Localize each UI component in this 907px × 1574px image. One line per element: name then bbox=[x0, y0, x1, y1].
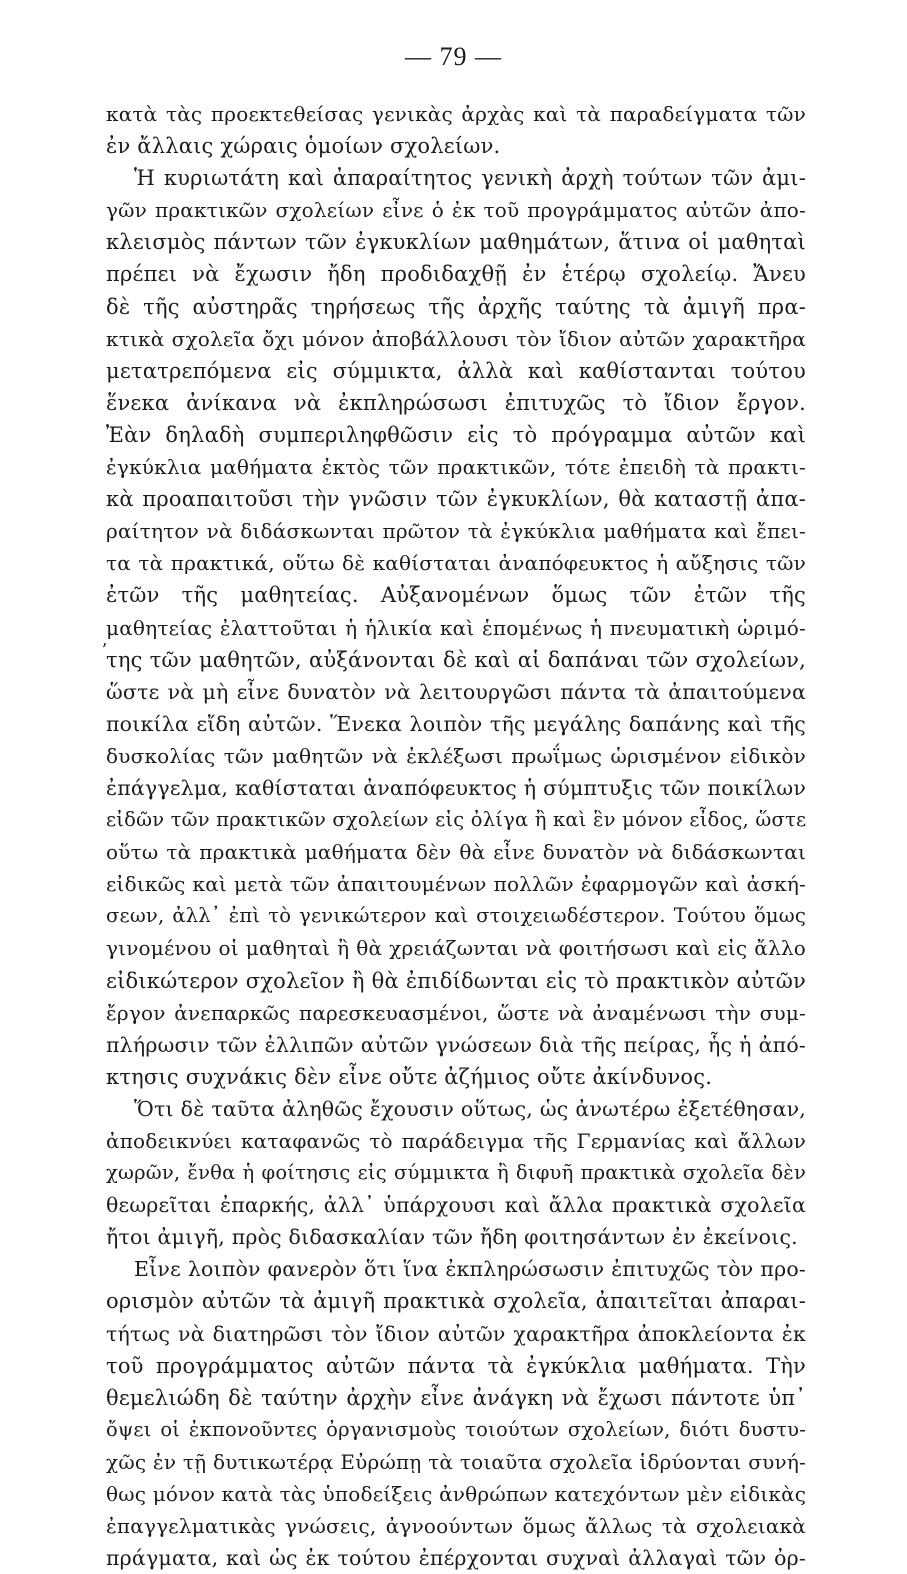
text-line: εἰδῶν τῶν πρακτικῶν σχολείων εἰς ὀλίγα ἢ καὶ ἓν μόνον εἶδος, ὥστε bbox=[106, 808, 807, 832]
text-line: μετατρεπόμενα εἰς σύμμικτα, ἀλλὰ καὶ καθίστανται τούτου bbox=[106, 358, 806, 383]
text-line: ἤτοι ἀμιγῆ, πρὸς διδασκαλίαν τῶν ἤδη φοιτησάντων ἐν ἐκείνοις. bbox=[106, 1225, 798, 1250]
text-line: Ἐὰν δηλαδὴ συμπεριληφθῶσιν εἰς τὸ πρόγραμμα αὐτῶν καὶ bbox=[106, 422, 806, 447]
body-text bbox=[106, 98, 806, 1574]
text-line: Ἡ κυριωτάτη καὶ ἀπαραίτητος γενικὴ ἀρχὴ τούτων τῶν ἀμι- bbox=[134, 166, 806, 191]
text-line: ἀποδεικνύει καταφανῶς τὸ παράδειγμα τῆς Γερμανίας καὶ ἄλλων bbox=[106, 1129, 806, 1153]
text-line: τα τὰ πρακτικά, οὕτω δὲ καθίσταται ἀναπόφευκτος ἡ αὔξησις τῶν bbox=[106, 551, 806, 576]
page-number: — 79 — bbox=[405, 42, 502, 71]
text-line: ἐγκύκλια μαθήματα ἐκτὸς τῶν πρακτικῶν, τότε ἐπειδὴ τὰ πρακτι- bbox=[106, 455, 806, 480]
text-line: Ὅτι δὲ ταῦτα ἀληθῶς ἔχουσιν οὕτως, ὡς ἀνωτέρω ἐξετέθησαν, bbox=[134, 1096, 806, 1121]
text-line: οὕτω τὰ πρακτικὰ μαθήματα δὲν θὰ εἶνε δυνατὸν νὰ διδάσκωνται bbox=[106, 840, 806, 865]
text-line: ἐν ἄλλαις χώραις ὁμοίων σχολείων. bbox=[106, 134, 501, 159]
text-line: κτησις συχνάκις δὲν εἶνε οὔτε ἀζήμιος οὔτε ἀκίνδυνος. bbox=[106, 1064, 713, 1089]
text-line: τοῦ προγράμματος αὐτῶν πάντα τὰ ἐγκύκλια μαθήματα. Τὴν bbox=[106, 1353, 806, 1378]
text-line: θως μόνον κατὰ τὰς ὑποδείξεις ἀνθρώπων κατεχόντων μὲν εἰδικὰς bbox=[106, 1482, 807, 1507]
text-line: εἰδικώτερον σχολεῖον ἢ θὰ ἐπιδίδωνται εἰς τὸ πρακτικὸν αὐτῶν bbox=[106, 968, 806, 993]
text-line: ὥστε νὰ μὴ εἶνε δυνατὸν νὰ λειτουργῶσι πάντα τὰ ἀπαιτούμενα bbox=[106, 679, 806, 704]
text-line: χῶς ἐν τῇ δυτικωτέρᾳ Εὐρώπῃ τὰ τοιαῦτα σχολεῖα ἱδρύονται συνή- bbox=[106, 1449, 806, 1474]
text-line: πλήρωσιν τῶν ἐλλιπῶν αὐτῶν γνώσεων διὰ τῆς πείρας, ἧς ἡ ἀπό- bbox=[106, 1032, 806, 1057]
text-line: κλεισμὸς πάντων τῶν ἐγκυκλίων μαθημάτων, ἅτινα οἱ μαθηταὶ bbox=[106, 230, 806, 255]
margin-mark: ʼ bbox=[101, 640, 107, 661]
text-line: ἕνεκα ἀνίκανα νὰ ἐκπληρώσωσι ἐπιτυχῶς τὸ ἴδιον ἔργον. bbox=[106, 390, 806, 415]
text-line: ορισμὸν αὐτῶν τὰ ἀμιγῆ πρακτικὰ σχολεῖα, ἀπαιτεῖται ἀπαραι- bbox=[106, 1289, 806, 1314]
text-line: σεων, ἀλλ᾽ ἐπὶ τὸ γενικώτερον καὶ στοιχειωδέστερον. Τούτου ὅμως bbox=[106, 904, 806, 928]
text-line: Εἶνε λοιπὸν φανερὸν ὅτι ἵνα ἐκπληρώσωσιν ἐπιτυχῶς τὸν προ- bbox=[134, 1257, 806, 1282]
text-line: γῶν πρακτικῶν σχολείων εἶνε ὁ ἐκ τοῦ προγράμματος αὐτῶν ἀπο- bbox=[106, 198, 806, 223]
text-line: ἐπάγγελμα, καθίσταται ἀναπόφευκτος ἡ σύμπτυξις τῶν ποικίλων bbox=[106, 775, 806, 800]
text-line: ἔργον ἀνεπαρκῶς παρεσκευασμένοι, ὥστε νὰ ἀναμένωσι τὴν συμ- bbox=[106, 1000, 806, 1025]
text-line: πράγματα, καὶ ὡς ἐκ τούτου ἐπέρχονται συχναὶ ἀλλαγαὶ τῶν ὀρ- bbox=[106, 1546, 806, 1571]
text-line: θεωρεῖται ἐπαρκής, ἀλλ᾽ ὑπάρχουσι καὶ ἄλλα πρακτικὰ σχολεῖα bbox=[106, 1193, 806, 1218]
text-line: πρέπει νὰ ἔχωσιν ἤδη προδιδαχθῇ ἐν ἑτέρῳ σχολείῳ. Ἄνευ bbox=[106, 262, 806, 287]
text-line: κτικὰ σχολεῖα ὄχι μόνον ἀποβάλλουσι τὸν ἴδιον αὐτῶν χαρακτῆρα bbox=[106, 326, 806, 351]
text-line: της τῶν μαθητῶν, αὐξάνονται δὲ καὶ αἱ δαπάναι τῶν σχολείων, bbox=[106, 647, 806, 672]
text-line: δυσκολίας τῶν μαθητῶν νὰ ἐκλέξωσι πρωΐμως ὡρισμένον εἰδικὸν bbox=[106, 743, 806, 768]
text-line: μαθητείας ἐλαττοῦται ἡ ἡλικία καὶ ἑπομένως ἡ πνευματικὴ ὡριμό- bbox=[106, 615, 806, 640]
text-line: δὲ τῆς αὐστηρᾶς τηρήσεως τῆς ἀρχῆς ταύτης τὰ ἀμιγῆ πρα- bbox=[106, 294, 806, 319]
text-line: τήτως νὰ διατηρῶσι τὸν ἴδιον αὐτῶν χαρακτῆρα ἀποκλείοντα ἐκ bbox=[106, 1321, 806, 1346]
text-line: κὰ προαπαιτοῦσι τὴν γνῶσιν τῶν ἐγκυκλίων, θὰ καταστῇ ἀπα- bbox=[106, 487, 806, 512]
text-line: ποικίλα εἴδη αὐτῶν. Ἕνεκα λοιπὸν τῆς μεγάλης δαπάνης καὶ τῆς bbox=[106, 711, 806, 736]
text-line: ραίτητον νὰ διδάσκωνται πρῶτον τὰ ἐγκύκλια μαθήματα καὶ ἔπει- bbox=[106, 519, 806, 544]
text-line: γινομένου οἱ μαθηταὶ ἢ θὰ χρειάζωνται νὰ φοιτήσωσι καὶ εἰς ἄλλο bbox=[106, 936, 806, 961]
text-line: χωρῶν, ἔνθα ἡ φοίτησις εἰς σύμμικτα ἢ διφυῆ πρακτικὰ σχολεῖα δὲν bbox=[106, 1161, 806, 1185]
text-line: ὄψει οἱ ἐκπονοῦντες ὀργανισμοὺς τοιούτων σχολείων, διότι δυστυ- bbox=[106, 1417, 806, 1441]
text-line: κατὰ τὰς προεκτεθείσας γενικὰς ἀρχὰς καὶ τὰ παραδείγματα τῶν bbox=[106, 102, 806, 126]
text-line: θεμελιώδη δὲ ταύτην ἀρχὴν εἶνε ἀνάγκη νὰ ἔχωσι πάντοτε ὑπ᾽ bbox=[106, 1385, 806, 1410]
text-line: ἐτῶν τῆς μαθητείας. Αὐξανομένων ὅμως τῶν ἐτῶν τῆς bbox=[106, 583, 806, 608]
text-line: ἐπαγγελματικὰς γνώσεις, ἀγνοούντων ὅμως ἄλλως τὰ σχολειακὰ bbox=[106, 1514, 806, 1539]
text-line: εἰδικῶς καὶ μετὰ τῶν ἀπαιτουμένων πολλῶν ἐφαρμογῶν καὶ ἀσκή- bbox=[106, 872, 806, 897]
